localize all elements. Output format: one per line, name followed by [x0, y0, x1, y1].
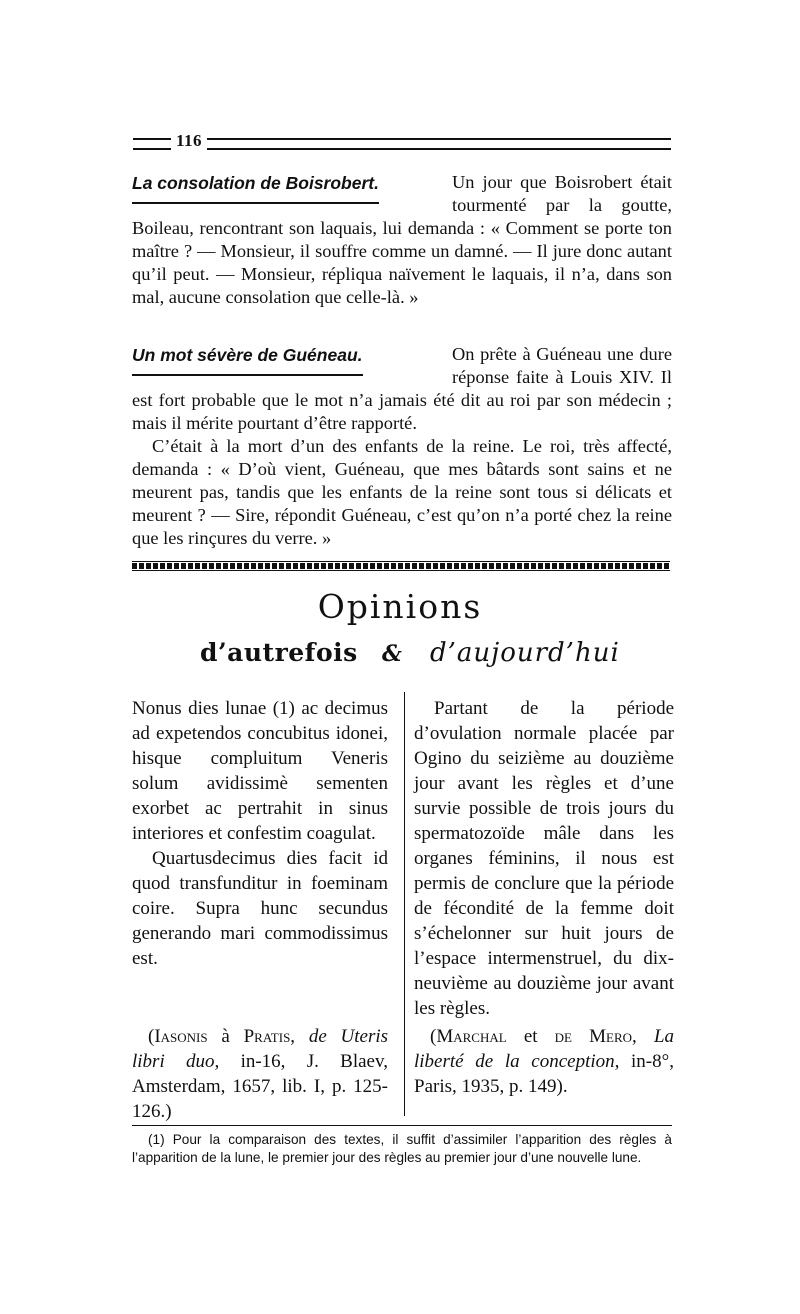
citation-details: in-8°, Paris, 1935, p. 149).	[414, 1051, 674, 1097]
citation-details: in-16, J. Blaev, Amsterdam, 1657, lib. I, p. 125-126.)	[132, 1051, 388, 1122]
anecdote-body: Un jour que Boisrobert était tourmenté par la goutte, Boileau, rencontrant son laquais, lui demanda : « Comment se porte ton maître ? — Monsieur, il souffre comme un damné. — Il jure donc autant qu’il peut. — Monsieur, répliqua naïvement le laquais, il n’a, dans son mal, aucune consolation que celle-là. »	[132, 172, 672, 307]
citation-author: Iasonis	[154, 1026, 208, 1047]
anecdote-gueneau	[132, 343, 672, 550]
anecdote-body: On prête à Guéneau une dure réponse faite à Louis XIV. Il est fort probable que le mot n’a jamais été dit au roi par son médecin ; mais il mérite pourtant d’être rapporté.	[132, 344, 672, 433]
header-rule-left	[133, 138, 171, 150]
anecdote-headline-text: Un mot sévère de Guéneau.	[132, 343, 363, 376]
heading-autrefois: d’autrefois	[200, 638, 358, 667]
citation-author-2: Pratis,	[243, 1026, 296, 1047]
french-column	[414, 696, 674, 1021]
anecdote-headline	[132, 171, 452, 217]
latin-paragraph-1: Nonus dies lunae (1) ac decimus ad expetendos concubitus idonei, hisque compluitum Veneris solum avidissimè sementen exorbet ac pertrahit in sinus interiores et confestim coagulat.	[132, 698, 388, 844]
citation-connector: et	[523, 1026, 538, 1047]
running-header	[133, 131, 671, 155]
anecdote-boisrobert	[132, 171, 672, 309]
anecdote-body-continued: C’était à la mort d’un des enfants de la reine. Le roi, très affecté, demanda : « D’où vient, Guéneau, que mes bâtards sont sains et ne meurent pas, tandis que les enfants de la reine sont tous si délicats et meurent ? — Sire, répondit Guéneau, c’est qu’on n’a porté chez la reine que les rinçures du verre. »	[132, 436, 672, 548]
column-divider	[404, 692, 405, 1116]
citation-connector: à	[221, 1026, 230, 1047]
french-paragraph-1: Partant de la période d’ovulation normale placée par Ogino du seizième au douzième jour avant les règles et d’une survie possible de trois jours du spermatozoïde mâle dans les organes féminins, il nous est permis de conclure que la période de fécondité de la femme doit s’échelonner sur huit jours de l’espace intermenstruel, du dix-neuvième au douzième jour avant les règles.	[414, 698, 674, 1019]
footnote-text: (1) Pour la comparaison des textes, il suffit d’assimiler l’apparition des règles à l’apparition de la lune, le premier jour des règles au premier jour d’une nouvelle lune.	[132, 1132, 672, 1165]
french-citation: (Marchal et de Mero, La liberté de la conception, in-8°, Paris, 1935, p. 149).	[414, 1026, 675, 1097]
latin-paragraph-2: Quartusdecimus dies facit id quod transfunditur in foeminam coire. Supra hunc secundus generando mari commodissimus est.	[132, 848, 388, 969]
page-number: 116	[176, 131, 203, 150]
section-title: Opinions	[317, 587, 483, 626]
citation-author-2: de Mero,	[554, 1026, 637, 1047]
section-subtitle-row	[0, 638, 800, 678]
footnote	[132, 1131, 672, 1167]
heading-aujourdhui: d’aujourd’hui	[430, 638, 620, 668]
heading-ampersand: &	[382, 641, 402, 667]
ornamental-separator	[132, 561, 670, 571]
footnote-rule	[132, 1125, 672, 1126]
citation-title: La liberté de la conception,	[414, 1026, 675, 1072]
latin-column	[132, 696, 388, 971]
header-rule-right	[207, 138, 671, 150]
citation-author: Marchal	[436, 1026, 507, 1047]
latin-citation: (Iasonis à Pratis, de Uteris libri duo, in-16, J. Blaev, Amsterdam, 1657, lib. I, p. 125-126.)	[132, 1026, 389, 1122]
anecdote-headline	[132, 343, 452, 389]
citation-title: de Uteris libri duo,	[132, 1026, 389, 1072]
anecdote-headline-text: La consolation de Boisrobert.	[132, 171, 379, 204]
